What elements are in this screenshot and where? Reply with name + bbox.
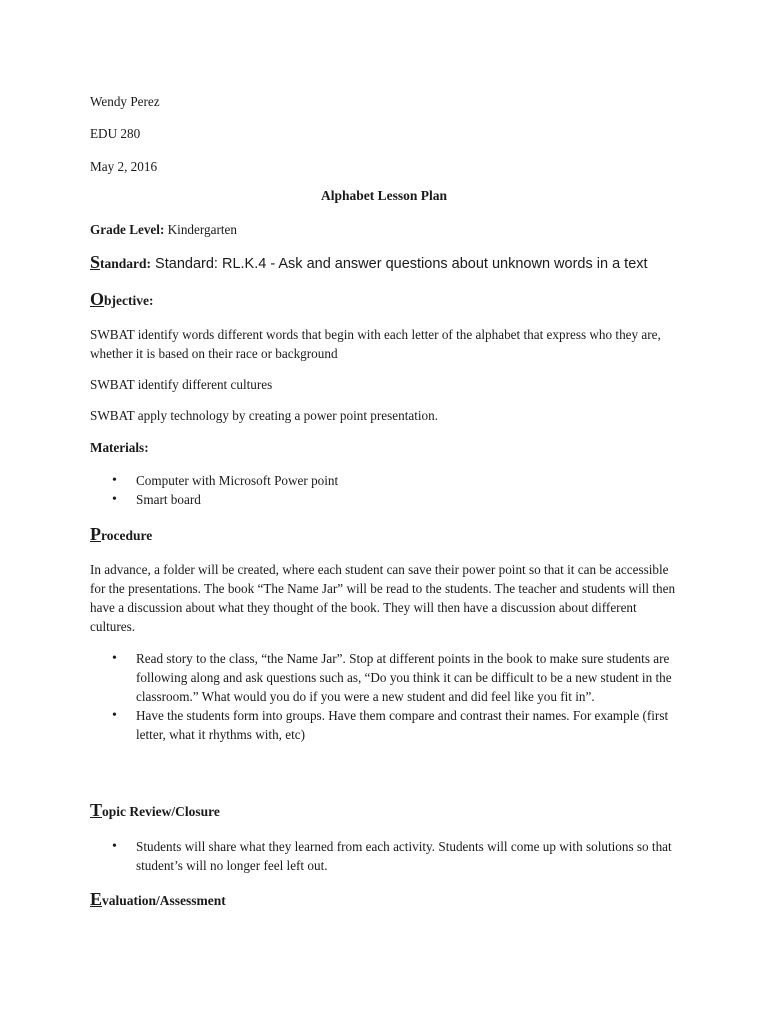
list-item: • Computer with Microsoft Power point [90, 471, 690, 490]
materials-heading: Materials: [90, 440, 149, 455]
procedure-heading [90, 524, 152, 545]
list-item: • Smart board [90, 490, 690, 509]
objective-heading [90, 289, 154, 310]
grade-level-label: Grade Level: [90, 222, 165, 237]
procedure-list [90, 649, 685, 744]
evaluation-label: valuation/Assessment [102, 893, 226, 908]
evaluation-heading [90, 889, 226, 910]
grade-level-value: Kindergarten [164, 222, 237, 237]
topic-review-list [90, 837, 685, 875]
objective-initial: O [90, 289, 105, 309]
procedure-label: rocedure [101, 528, 153, 543]
objective-label: bjective: [104, 293, 154, 308]
document-date: May 2, 2016 [90, 159, 158, 174]
course-code: EDU 280 [90, 126, 141, 141]
list-item: • Students will share what they learned from each activity. Students will come up with solutions so that student’s will no longer feel left out. [90, 837, 685, 875]
topic-review-initial: T [90, 800, 103, 820]
standard-text: Standard: RL.K.4 - Ask and answer questions about unknown words in a text [151, 256, 648, 272]
standard-label: tandard: [100, 256, 152, 271]
procedure-initial: P [90, 524, 101, 544]
objective-item: SWBAT apply technology by creating a power point presentation. [90, 408, 439, 423]
standard-heading [90, 252, 648, 273]
procedure-intro: In advance, a folder will be created, where each student can save their power point so that it can be accessible for the presentations. The book “The Name Jar” will be read to the students. The teacher and students will then have a discussion about what they thought of the book. They will then have a discussion about different cultures. [90, 562, 676, 634]
topic-review-label: opic Review/Closure [102, 804, 220, 819]
evaluation-initial: E [90, 889, 103, 909]
standard-initial: S [90, 252, 101, 272]
objective-item: SWBAT identify words different words that begin with each letter of the alphabet that express who they are, whether it is based on their race or background [90, 327, 661, 361]
objective-item: SWBAT identify different cultures [90, 377, 273, 392]
grade-level-line [90, 220, 685, 239]
list-item: • Read story to the class, “the Name Jar”. Stop at different points in the book to make sure students are following along and ask questions such as, “Do you think it can be difficult to be a new student in the classroom.” What would you do if you were a new student and did feel like you fit in”. [90, 649, 685, 706]
author-name: Wendy Perez [90, 94, 160, 109]
topic-review-heading [90, 800, 220, 821]
list-item: • Have the students form into groups. Have them compare and contrast their names. For example (first letter, what it rhythms with, etc) [90, 706, 685, 744]
materials-list [90, 471, 690, 509]
page-title: Alphabet Lesson Plan [320, 188, 448, 203]
